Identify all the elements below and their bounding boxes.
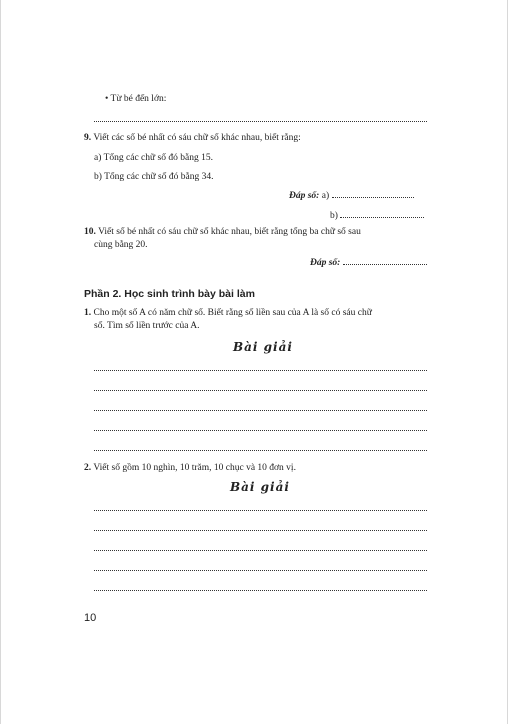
- solution-line[interactable]: [94, 530, 427, 531]
- solution-line[interactable]: [94, 510, 427, 511]
- question-10-number: 10.: [84, 227, 96, 237]
- page-number: 10: [84, 612, 97, 624]
- question-10-answer: [310, 256, 427, 269]
- answer-a-marker: a): [321, 191, 330, 201]
- question-9-number: 9.: [84, 133, 92, 143]
- question-9-part-b: b) Tổng các chữ số đó bằng 34.: [94, 172, 214, 182]
- question-10-line1: Viết số bé nhất có sáu chữ số khác nhau, biết rằng tổng ba chữ số sau: [98, 227, 361, 237]
- problem-1-line2: số. Tìm số liền trước của A.: [94, 321, 200, 331]
- solution-line[interactable]: [94, 370, 427, 371]
- solution-heading: Bài giải: [233, 340, 293, 354]
- answer-a-field[interactable]: [332, 189, 414, 198]
- solution-line[interactable]: [94, 410, 427, 411]
- question-9: [84, 132, 301, 144]
- solution-line[interactable]: [94, 550, 427, 551]
- problem-2-text: Viết số gồm 10 nghìn, 10 trăm, 10 chục và 10 đơn vị.: [93, 463, 296, 473]
- solution-line[interactable]: [94, 590, 427, 591]
- solution-line[interactable]: [94, 430, 427, 431]
- question-10: [84, 226, 361, 238]
- problem-1-line1: Cho một số A có năm chữ số. Biết rằng số liền sau của A là số có sáu chữ: [93, 308, 372, 318]
- answer-b-field[interactable]: [340, 209, 424, 218]
- question-9-text: Viết các số bé nhất có sáu chữ số khác nhau, biết rằng:: [93, 133, 301, 143]
- part-2-title: Phần 2. Học sinh trình bày bài làm: [84, 288, 255, 300]
- question-10-line2: cùng bằng 20.: [94, 240, 148, 250]
- solution-line[interactable]: [94, 390, 427, 391]
- answer-label: Đáp số:: [289, 191, 320, 201]
- answer-b-marker: b): [330, 211, 338, 221]
- solution-line[interactable]: [94, 450, 427, 451]
- answer-field[interactable]: [343, 256, 427, 265]
- answer-label: Đáp số:: [310, 258, 341, 268]
- question-9-answer-b: [330, 209, 424, 222]
- question-9-part-a: a) Tổng các chữ số đó bằng 15.: [94, 153, 213, 163]
- bullet-label: Từ bé đến lớn:: [110, 94, 167, 104]
- problem-1-number: 1.: [84, 308, 92, 318]
- problem-2: [84, 462, 296, 474]
- problem-2-number: 2.: [84, 463, 92, 473]
- answer-line[interactable]: [94, 121, 427, 122]
- question-9-answer-a: [289, 189, 414, 202]
- bullet-mark: •: [105, 94, 109, 104]
- solution-line[interactable]: [94, 570, 427, 571]
- problem-1: [84, 307, 372, 319]
- solution-heading: Bài giải: [230, 480, 290, 494]
- bullet-item: [105, 93, 166, 105]
